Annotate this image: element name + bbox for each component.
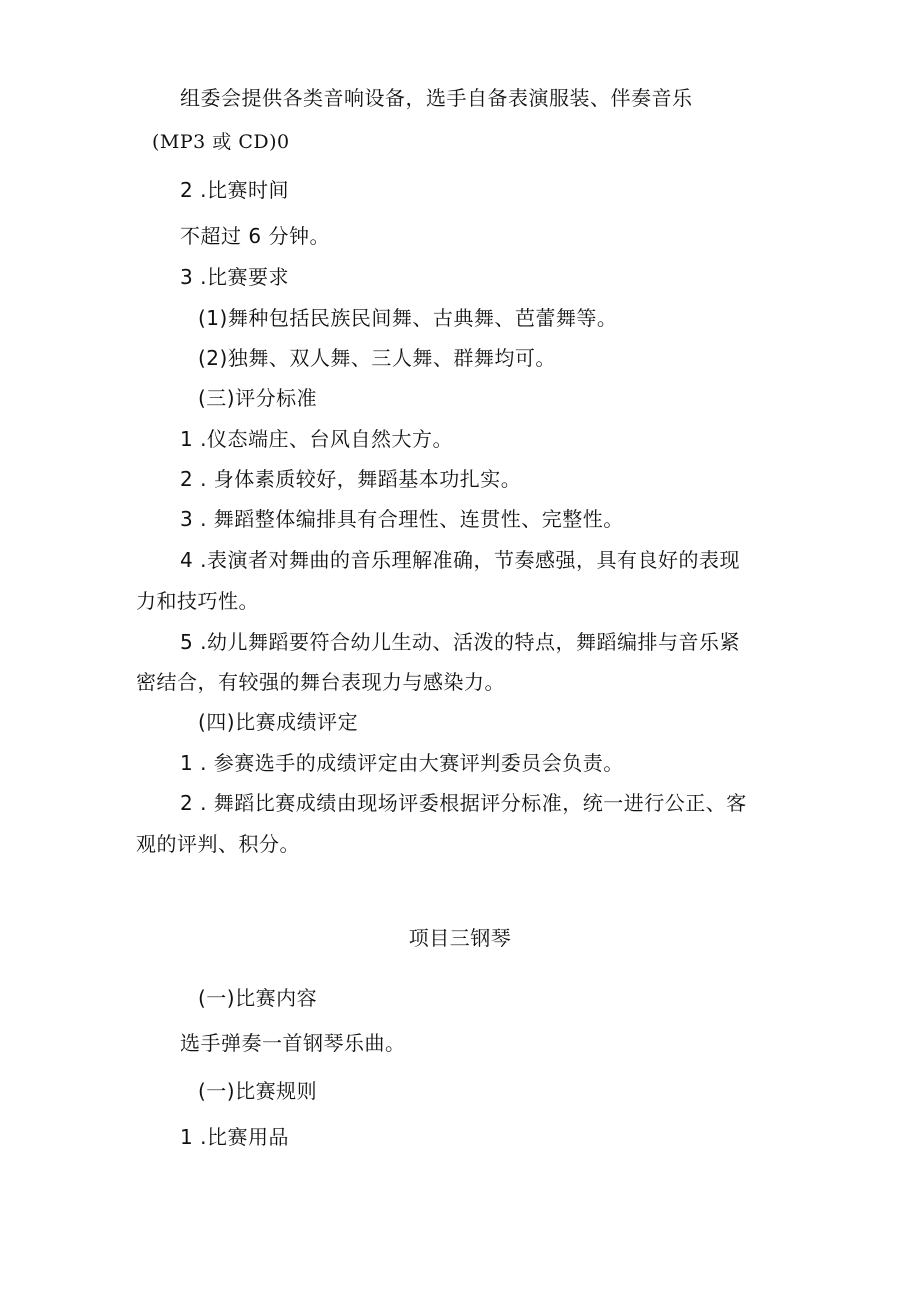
list-item: 1 . 参赛选手的成绩评定由大赛评判委员会负责。 xyxy=(180,751,624,775)
paragraph-text: 不超过 6 分钟。 xyxy=(180,224,330,248)
list-item: 2 . 身体素质较好，舞蹈基本功扎实。 xyxy=(180,467,522,491)
section-heading: 1 .比赛用品 xyxy=(180,1125,289,1149)
paragraph-text: 选手弹奏一首钢琴乐曲。 xyxy=(180,1031,406,1055)
section-heading: 3 .比赛要求 xyxy=(180,265,289,289)
list-item-continuation: 观的评判、积分。 xyxy=(136,832,300,856)
paragraph-text: (MP3 或 CD)0 xyxy=(152,131,290,153)
list-item-continuation: 密结合，有较强的舞台表现力与感染力。 xyxy=(136,670,505,694)
list-item: 2 . 舞蹈比赛成绩由现场评委根据评分标准，统一进行公正、客 xyxy=(180,791,747,815)
project-title: 项目三钢琴 xyxy=(408,926,512,950)
list-item: 1 .仪态端庄、台风自然大方。 xyxy=(180,427,453,451)
section-heading: 2 .比赛时间 xyxy=(180,178,289,202)
list-item-continuation: 力和技巧性。 xyxy=(136,589,259,613)
section-heading: (四)比赛成绩评定 xyxy=(198,710,359,734)
list-item: (1)舞种包括民族民间舞、古典舞、芭蕾舞等。 xyxy=(198,306,618,330)
list-item: 5 .幼儿舞蹈要符合幼儿生动、活泼的特点，舞蹈编排与音乐紧 xyxy=(180,630,740,654)
section-heading: (一)比赛规则 xyxy=(198,1079,318,1103)
paragraph-text: 组委会提供各类音响设备，选手自备表演服装、伴奏音乐 xyxy=(180,86,693,110)
list-item: 4 .表演者对舞曲的音乐理解准确，节奏感强，具有良好的表现 xyxy=(180,548,740,572)
list-item: 3 . 舞蹈整体编排具有合理性、连贯性、完整性。 xyxy=(180,507,624,531)
section-heading: (三)评分标准 xyxy=(198,386,318,410)
list-item: (2)独舞、双人舞、三人舞、群舞均可。 xyxy=(198,346,556,370)
section-heading: (一)比赛内容 xyxy=(198,986,318,1010)
